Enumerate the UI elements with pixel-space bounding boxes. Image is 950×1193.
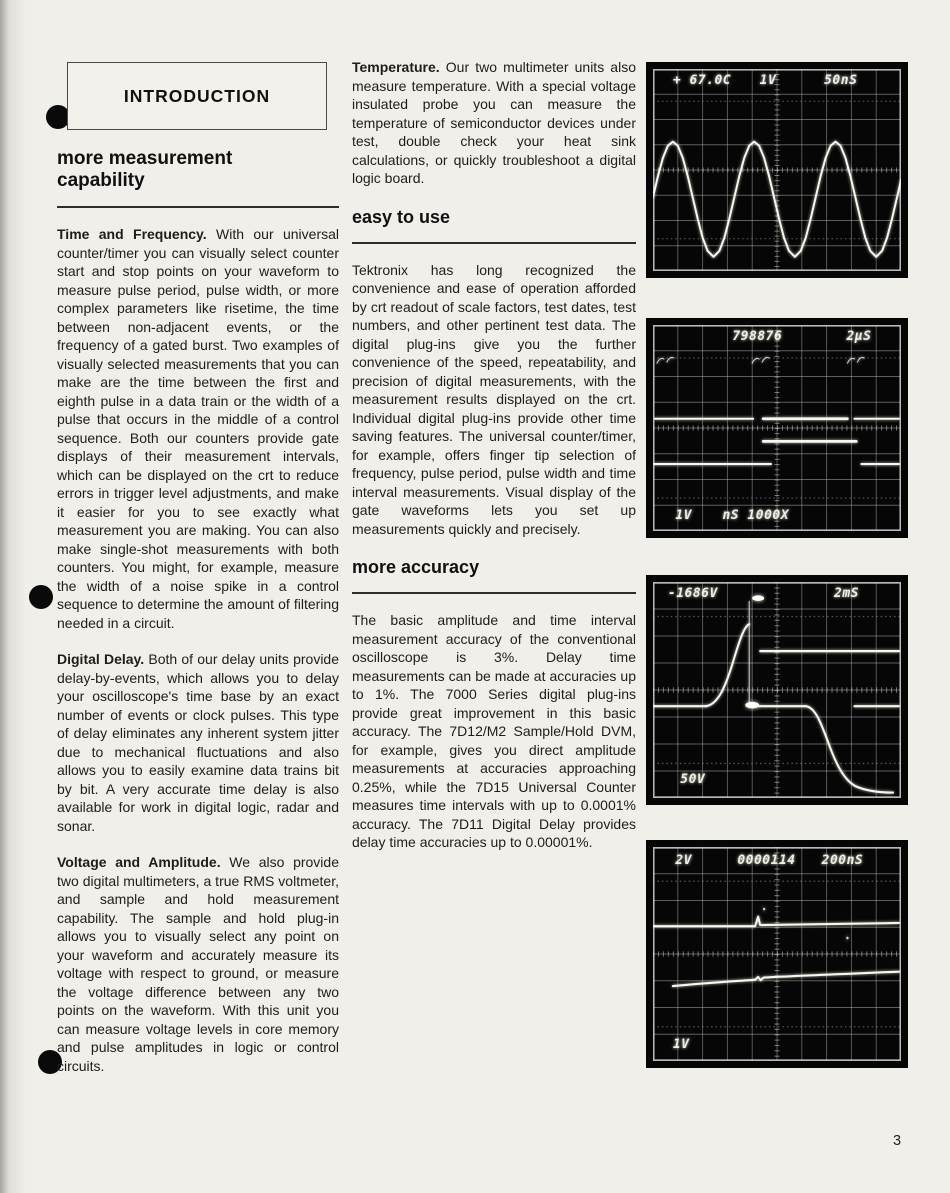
paragraph-time-and-frequency [57,225,339,632]
crt-readout-time-div: 50nS [824,73,858,89]
section-more-accuracy [352,556,636,852]
section-heading-easy-to-use: easy to use [352,206,451,227]
heading-rule [57,206,339,208]
intro-box [67,62,327,130]
paragraph-body: We also provide two digital multimeters, a true RMS voltmeter, and sample and hold measurement capability. The sample and hold plug-in allows you to visually select any point on your waveform and accurately measure its voltage with respect to ground, or measure the voltage difference between any two points on the waveform. With this unit you can measure voltage levels in core memory and pulse amplitudes in logic or control circuits. [57,854,339,1074]
paragraph-lead: Voltage and Amplitude. [57,854,221,870]
crt-screen [653,582,901,798]
intro-title: INTRODUCTION [123,85,271,106]
column-left [57,148,339,1093]
paragraph-easy-to-use: Tektronix has long recognized the convenience and ease of operation afforded by crt readout of scale factors, test dates, test numbers, and other pertinent test data. The digital plug-ins give you the further convenience of the speed, repeatability, and precision of digital measurements, with the measurement results displayed on the crt. Individual digital plug-ins provide other time saving features. The universal counter/timer, for example, offers finger tip selection of frequency, pulse period, pulse width and time interval measurements. Visual display of the gate waveforms lets you set up measurements quickly and precisely. [352,261,636,537]
paragraph-lead: Digital Delay. [57,651,145,667]
binding-dot [29,585,53,609]
paragraph-voltage-and-amplitude [57,853,339,1075]
section-heading-more-measurement: more measurement capability [57,148,233,191]
crt-readout-volts-div-2: 1V [672,1037,690,1053]
waveform-sample-hold [653,582,901,798]
section-heading-more-accuracy: more accuracy [352,557,480,577]
paragraph-more-accuracy: The basic amplitude and time interval measurement accuracy of the conventional oscilloscope is 3%. Delay time measurements can be made at accuracies up to 1%. The 7000 Series digital plug-ins provide great improvement in this basic accuracy. The 7D12/M2 Sample/Hold DVM, for example, gives you direct amplitude measurements at accuracies approaching 0.25%, while the 7D15 Universal Counter measures time intervals with up to 0.0001% accuracy. The 7D11 Digital Delay provides delay time accuracies up to 0.00001%. [352,612,636,850]
scope-photo-sample-hold [646,575,908,805]
scope-photo-digital-delay [646,840,908,1068]
paragraph-lead: Time and Frequency. [57,226,207,242]
page-number: 3 [893,1133,902,1149]
paragraph-digital-delay [57,650,339,835]
waveform-digital-delay [653,847,901,1061]
crt-readout-time-div: 2µS [846,329,872,345]
paragraph-temperature [352,58,636,188]
paragraph-lead: Temperature. [352,59,440,75]
waveform-data-train [653,325,901,531]
crt-readout-time-div: 200nS [821,853,864,869]
heading-rule [352,242,636,244]
crt-readout-test-number: 798876 [732,329,783,345]
page-edge-shadow [0,0,26,1193]
crt-readout-volts-div: 50V [680,772,706,788]
crt-readout-temperature: + 67.0C [672,73,732,89]
crt-readout-volts-div: 1V [675,507,692,523]
crt-readout-volts-div: 1V [759,73,777,89]
crt-screen [653,69,901,271]
paragraph-body: Our two multimeter units also measure temperature. With a special voltage insulated probe you can measure the temperature of semiconductor devices under test, double check your heat sink calculations, or quickly troubleshoot a digital logic board. [352,59,636,186]
scope-photo-data-train [646,318,908,538]
column-scope-photos [646,62,908,1068]
crt-readout-dvm-volts: -1686V [667,586,718,602]
section-easy-to-use [352,206,636,539]
crt-readout-multiplier: nS 1000X [722,507,790,523]
paragraph-body: With our universal counter/timer you can visually select counter start and stop points on your waveform to measure pulse period, pulse width, or more complex parameters like risetime, the time between non-adjacent events, or the frequency of a gated burst. Two examples of visually selected measurements that you can make are the time between the first and eighth pulse in a data train or the width of a pulse that occurs in the middle of a control sequence. Both our counters provide gate displays of their measurement intervals, which can be displayed on the crt to reduce errors in trigger level adjustments, and make it easier for you to see exactly what measurement you are making. You can also make single-shot measurements with both counters. You might, for example, measure the width of a noise spike in a control sequence to determine the amount of filtering needed in a circuit. [57,226,339,631]
waveform-sine [653,69,901,271]
heading-rule [352,592,636,594]
crt-readout-volts-div: 2V [675,853,692,869]
crt-screen [653,847,901,1061]
crt-screen [653,325,901,531]
scope-photo-sine [646,62,908,278]
paragraph-body: Both of our delay units provide delay-by-events, which allows you to delay your oscilloscope's time base by an exact number of events or clock pulses. This type of delay eliminates any inherent system jitter due to mechanical fluctuations and also allows you to easily examine data trains bit by bit. A very accurate time delay is also available for work in digital logic, radar and sonar. [57,651,340,834]
crt-readout-delay-count: 0000114 [737,853,796,869]
column-middle [352,58,636,870]
crt-readout-time-div: 2mS [834,586,860,602]
